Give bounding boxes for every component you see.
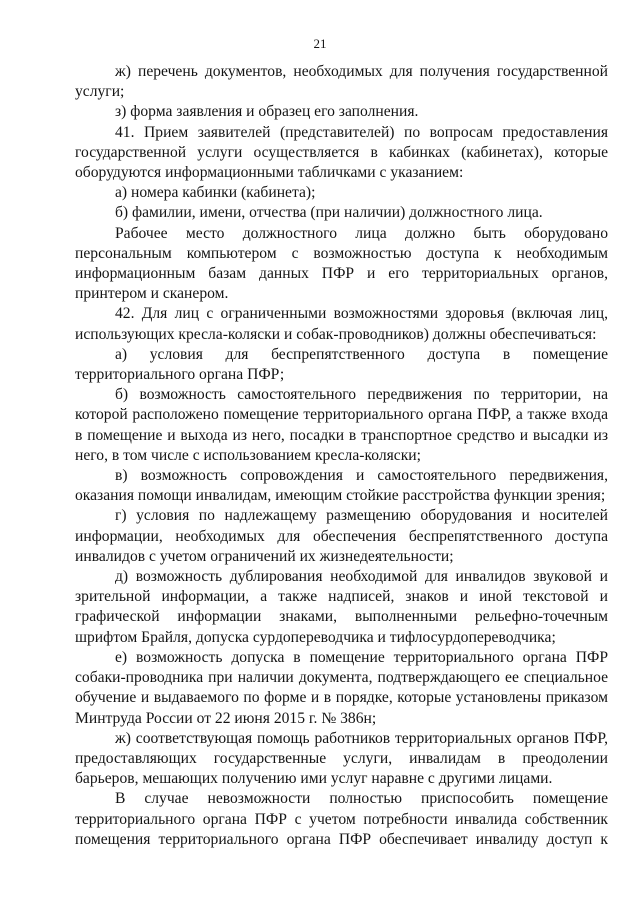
paragraph-g-equipment-placement: г) условия по надлежащему размещению оборудования и носителей информации, необходимых для обеспечения беспрепятственного доступа инвалидов с учетом ограничений их жизнедеятельности; (75, 507, 608, 565)
paragraph-zh-documents-list: ж) перечень документов, необходимых для получения государственной услуги; (75, 63, 608, 101)
paragraph-v-accompaniment: в) возможность сопровождения и самостоятельного передвижения, оказания помощи инвалидам, имеющим стойкие расстройства функции зрения; (75, 467, 608, 505)
paragraph-z-application-form: з) форма заявления и образец его заполнения. (115, 103, 419, 121)
paragraph-b-independent-movement: б) возможность самостоятельного передвижения по территории, на которой расположено помещение территориального органа ПФР, а также входа в помещение и выхода из него, посадки в транспортное средство и высадки из него, в том числе с использованием кресла-коляски; (75, 386, 608, 464)
paragraph-42-disabled-persons: 42. Для лиц с ограниченными возможностями здоровья (включая лиц, использующих кресла-коляски и собак-проводников) должны обеспечиваться: (75, 305, 608, 343)
paragraph-workplace: Рабочее место должностного лица должно быть оборудовано персональным компьютером с возможностью доступа к необходимым информационным базам данных ПФР и его территориальных органов, принтером и сканером. (75, 224, 608, 303)
paragraph-zh-assistance: ж) соответствующая помощь работников территориальных органов ПФР, предоставляющих государственные услуги, инвалидам в преодолении барьеров, мешающих получению ими услуг наравне с другими лицами. (75, 729, 608, 788)
paragraph-d-duplication: д) возможность дублирования необходимой для инвалидов звуковой и зрительной информации, а также надписей, знаков и иной текстовой и графической информации знаками, выполненными рельефно-точечным шрифтом Брайля, допуска сурдопереводчика и тифлосурдопереводчика; (75, 568, 608, 646)
page-number: 21 (313, 36, 327, 51)
paragraph-a-booth-number: а) номера кабинки (кабинета); (115, 184, 316, 202)
document-body (75, 62, 608, 850)
paragraph-41-reception: 41. Прием заявителей (представителей) по вопросам предоставления государственной услуги осуществляется в кабинках (кабинетах), которые оборудуются информационными табличками с указанием: (75, 123, 608, 182)
paragraph-e-guide-dog: е) возможность допуска в помещение территориального органа ПФР собаки-проводника при наличии документа, подтверждающего ее специальное обучение и выдаваемого по форме и в порядке, которые установлены приказом Минтруда России от 22 июня 2015 г. № 386н; (75, 648, 608, 727)
paragraph-a-unobstructed-access: а) условия для беспрепятственного доступа в помещение территориального органа ПФР; (75, 345, 608, 384)
paragraph-b-official-name: б) фамилии, имени, отчества (при наличии) должностного лица. (115, 204, 543, 222)
paragraph-impossibility: В случае невозможности полностью приспособить помещение территориального органа ПФР с учетом потребности инвалида собственник помещения территориального органа ПФР обеспечивает инвалиду доступ к (75, 790, 608, 848)
